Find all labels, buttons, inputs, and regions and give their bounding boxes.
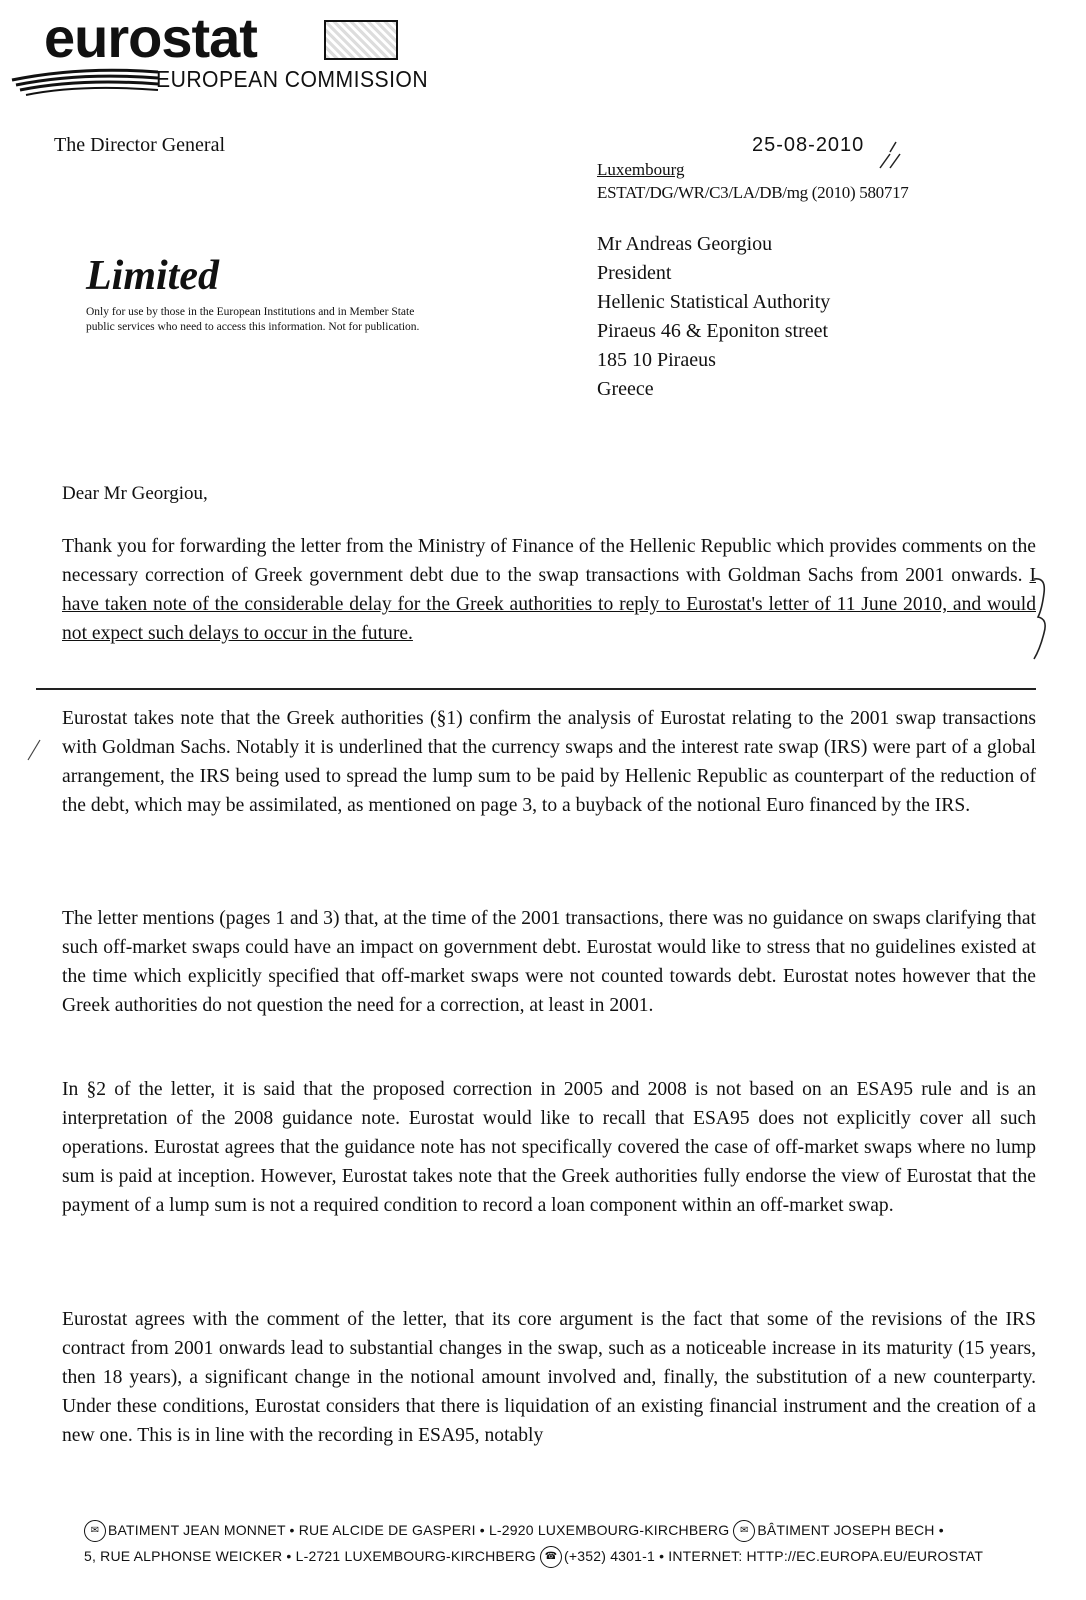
eurostat-logo-mark [324,20,398,60]
handwritten-rule [36,688,1036,690]
paragraph-1-text: Thank you for forwarding the letter from the Ministry of Finance of the Hellenic Republic which provides comments on the necessary correction of Greek government debt due to the swap transactions with Goldman Sachs from 2001 onwards. [62,536,1036,586]
building-icon: ✉ [84,1520,106,1542]
paragraph-3: The letter mentions (pages 1 and 3) that, at the time of the 2001 transactions, there was no guidance on swaps clarifying that such off-market swaps could have an impact on government debt. Eurostat would like to stress that no guidelines existed at the time which explicitly specified that off-market swaps were not counted towards debt. Eurostat notes however that the Greek authorities do not question the need for a correction, at least in 2001. [62,908,1036,1016]
paragraph-2: Eurostat takes note that the Greek authorities (§1) confirm the analysis of Eurostat relating to the 2001 swap transactions with Goldman Sachs. Notably it is underlined that the currency swaps and the interest rate swap (IRS) were part of a global arrangement, the IRS being used to spread the lump sum to be paid by Hellenic Republic as counterpart of the reduction of the debt, which may be assimilated, as mentioned on page 3, to a buyback of the notional Euro financed by the IRS. [62,708,1036,816]
logo-swoosh-icon [10,60,160,100]
address-line: 185 10 Piraeus [597,349,716,371]
letter-date: 25-08-2010 [752,134,865,156]
address-line: Greece [597,378,654,400]
address-line: Mr Andreas Georgiou [597,233,773,255]
letter-place: Luxembourg [597,160,685,179]
organisation-name: EUROPEAN COMMISSION [156,66,429,92]
margin-tick-icon [26,738,42,762]
handwritten-mark-icon [876,138,908,172]
letter-reference: ESTAT/DG/WR/C3/LA/DB/mg (2010) 580717 [597,183,909,202]
sender-title: The Director General [54,134,226,156]
address-line: Hellenic Statistical Authority [597,291,831,313]
classification-label: Limited [86,253,219,299]
address-line: Piraeus 46 & Eponiton street [597,320,829,342]
underlined-remark: I have taken note of the considerable delay for the Greek authorities to reply to Eurostat's letter of 11 June 2010, and would not expect such delays to occur in the future. [62,565,1036,644]
footer-address-3: 5, RUE ALPHONSE WEICKER • L-2721 LUXEMBOURG-KIRCHBERG [84,1548,536,1564]
footer-line-1 [84,1517,1074,1543]
footer-address-1: BATIMENT JEAN MONNET • RUE ALCIDE DE GASPERI • L-2920 LUXEMBOURG-KIRCHBERG [108,1522,730,1538]
salutation: Dear Mr Georgiou, [62,483,208,504]
footer-line-2 [84,1543,1074,1569]
address-line: President [597,262,672,284]
footer-address [84,1517,1074,1569]
building-icon: ✉ [733,1520,755,1542]
classification-note: Only for use by those in the European Institutions and in Member State public services who need to access this information. Not for publication. [86,306,420,333]
paragraph-4: In §2 of the letter, it is said that the proposed correction in 2005 and 2008 is not based on an ESA95 rule and is an interpretation of the 2008 guidance note. Eurostat would like to recall that ESA95 does not explicitly cover all such operations. Eurostat agrees that the guidance note has not specifically covered the case of off-market swaps where no lump sum is paid at inception. However, Eurostat takes note that the Greek authorities fully endorse the view of Eurostat that the payment of a lump sum is not a required condition to record a loan component within an off-market swap. [62,1079,1036,1216]
handwritten-brace-icon [1030,573,1070,663]
paragraph-5: Eurostat agrees with the comment of the letter, that its core argument is the fact that some of the revisions of the IRS contract from 2001 onwards lead to substantial changes in the swap, such as a noticeable increase in its maturity (15 years, then 18 years), a significant change in the notional amount involved and, finally, the substitution of a new counterparty. Under these conditions, Eurostat considers that there is liquidation of an existing financial instrument and the creation of a new one. This is in line with the recording in ESA95, notably [62,1309,1036,1446]
footer-address-2: BÂTIMENT JOSEPH BECH • [757,1522,944,1538]
eurostat-logo: eurostat [44,6,257,69]
paragraph-1 [62,532,1036,648]
footer-contact: (+352) 4301-1 • INTERNET: HTTP://EC.EUROPA.EU/EUROSTAT [564,1548,984,1564]
recipient-address [597,230,830,404]
telephone-icon: ☎ [540,1546,562,1568]
